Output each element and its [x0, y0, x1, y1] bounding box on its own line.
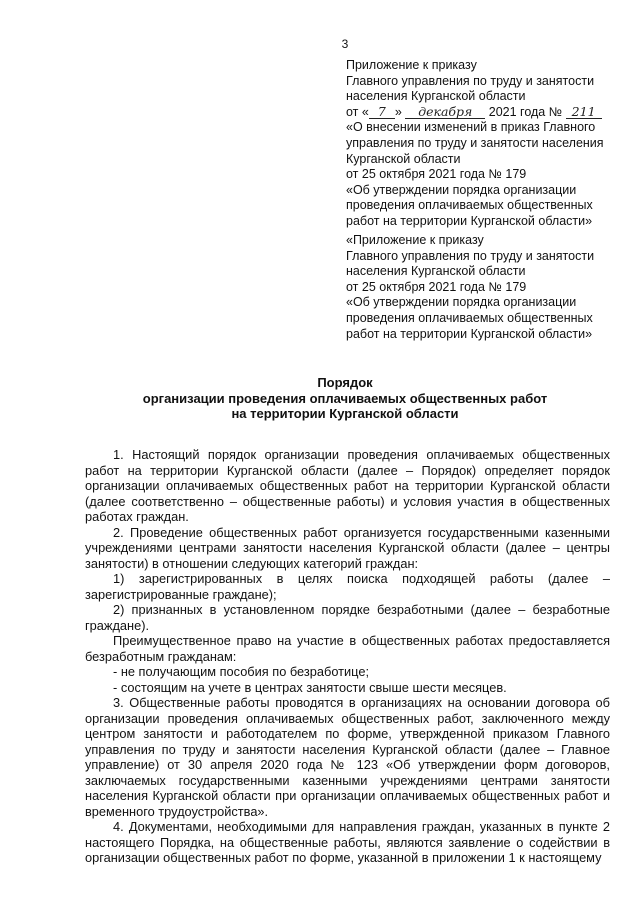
paragraph: 2. Проведение общественных работ организуется государственными казенными учреждениями центрами занятости населения Курганской области (далее – центры занятости) в отношении следующих категорий граждан:	[85, 524, 610, 571]
header-line: работ на территории Курганской области»	[346, 326, 593, 341]
paragraph: 1. Настоящий порядок организации проведения оплачиваемых общественных работ на территории Курганской области (далее – Порядок) определяет порядок организации оплачиваемых общественных работ на территории Курганской области (далее соответственно – общественные работы) и условия участия в общественных работах граждан.	[85, 447, 610, 524]
paragraph: - не получающим пособия по безработице;	[113, 664, 370, 679]
original-appendix-header	[346, 233, 626, 342]
handwritten-month: декабря	[405, 105, 485, 119]
title-line: Порядок	[317, 375, 373, 390]
header-line: работ на территории Курганской области»	[346, 213, 593, 228]
paragraph: 1) зарегистрированных в целях поиска подходящей работы (далее – зарегистрированные граждане);	[85, 571, 610, 602]
approval-header	[346, 58, 626, 230]
header-line: «Приложение к приказу	[346, 233, 484, 247]
header-line: Главного управления по труду и занятости	[346, 248, 595, 263]
header-line: проведения оплачиваемых общественных	[346, 198, 593, 213]
header-line: населения Курганской области	[346, 89, 526, 104]
paragraph: - состоящим на учете в центрах занятости свыше шести месяцев.	[113, 679, 507, 695]
header-line: Приложение к приказу	[346, 58, 477, 72]
header-line: Курганской области	[346, 151, 461, 166]
date-mid: »	[394, 104, 402, 119]
order-date-line	[346, 105, 626, 121]
header-line: «Об утверждении порядка организации	[346, 295, 577, 310]
handwritten-day: 7	[369, 105, 395, 119]
header-line: управления по труду и занятости населения	[346, 135, 604, 150]
header-line: «Об утверждении порядка организации	[346, 182, 577, 197]
paragraph: 2) признанных в установленном порядке безработными (далее – безработные граждане).	[85, 602, 610, 633]
date-prefix: от «	[346, 104, 369, 119]
document-title	[0, 375, 640, 422]
title-line: на территории Курганской области	[231, 406, 459, 421]
header-line: проведения оплачиваемых общественных	[346, 310, 593, 325]
header-line: от 25 октября 2021 года № 179	[346, 167, 527, 182]
handwritten-order-number: 211	[566, 105, 602, 119]
paragraph: 4. Документами, необходимыми для направления граждан, указанных в пункте 2 настоящего Порядка, на общественные работы, являются заявление о содействии в организации общественных работ по форме, указанной в приложении 1 к настоящему	[85, 819, 610, 865]
document-body	[85, 447, 610, 866]
title-line: организации проведения оплачиваемых общественных работ	[142, 390, 548, 406]
date-year: 2021 года №	[488, 104, 563, 119]
paragraph: 3. Общественные работы проводятся в организациях на основании договора об организации проведения оплачиваемых общественных работ, заключенного между центром занятости и работодателем по форме, утвержденной приказом Главного управления по труду и занятости населения Курганской области (далее – Главное управление) от 30 апреля 2020 года № 123 «Об утверждении форм договоров, заключаемых государственными казенными учреждениями центрами занятости населения Курганской области при организации оплачиваемых общественных работ и временного трудоустройства».	[85, 695, 610, 819]
page-number: 3	[341, 37, 349, 51]
header-line: населения Курганской области	[346, 264, 526, 279]
paragraph: Преимущественное право на участие в общественных работах предоставляется безработным гражданам:	[85, 633, 610, 664]
header-line: от 25 октября 2021 года № 179	[346, 279, 527, 294]
header-line: Главного управления по труду и занятости	[346, 73, 595, 88]
header-line: «О внесении изменений в приказ Главного	[346, 120, 596, 135]
